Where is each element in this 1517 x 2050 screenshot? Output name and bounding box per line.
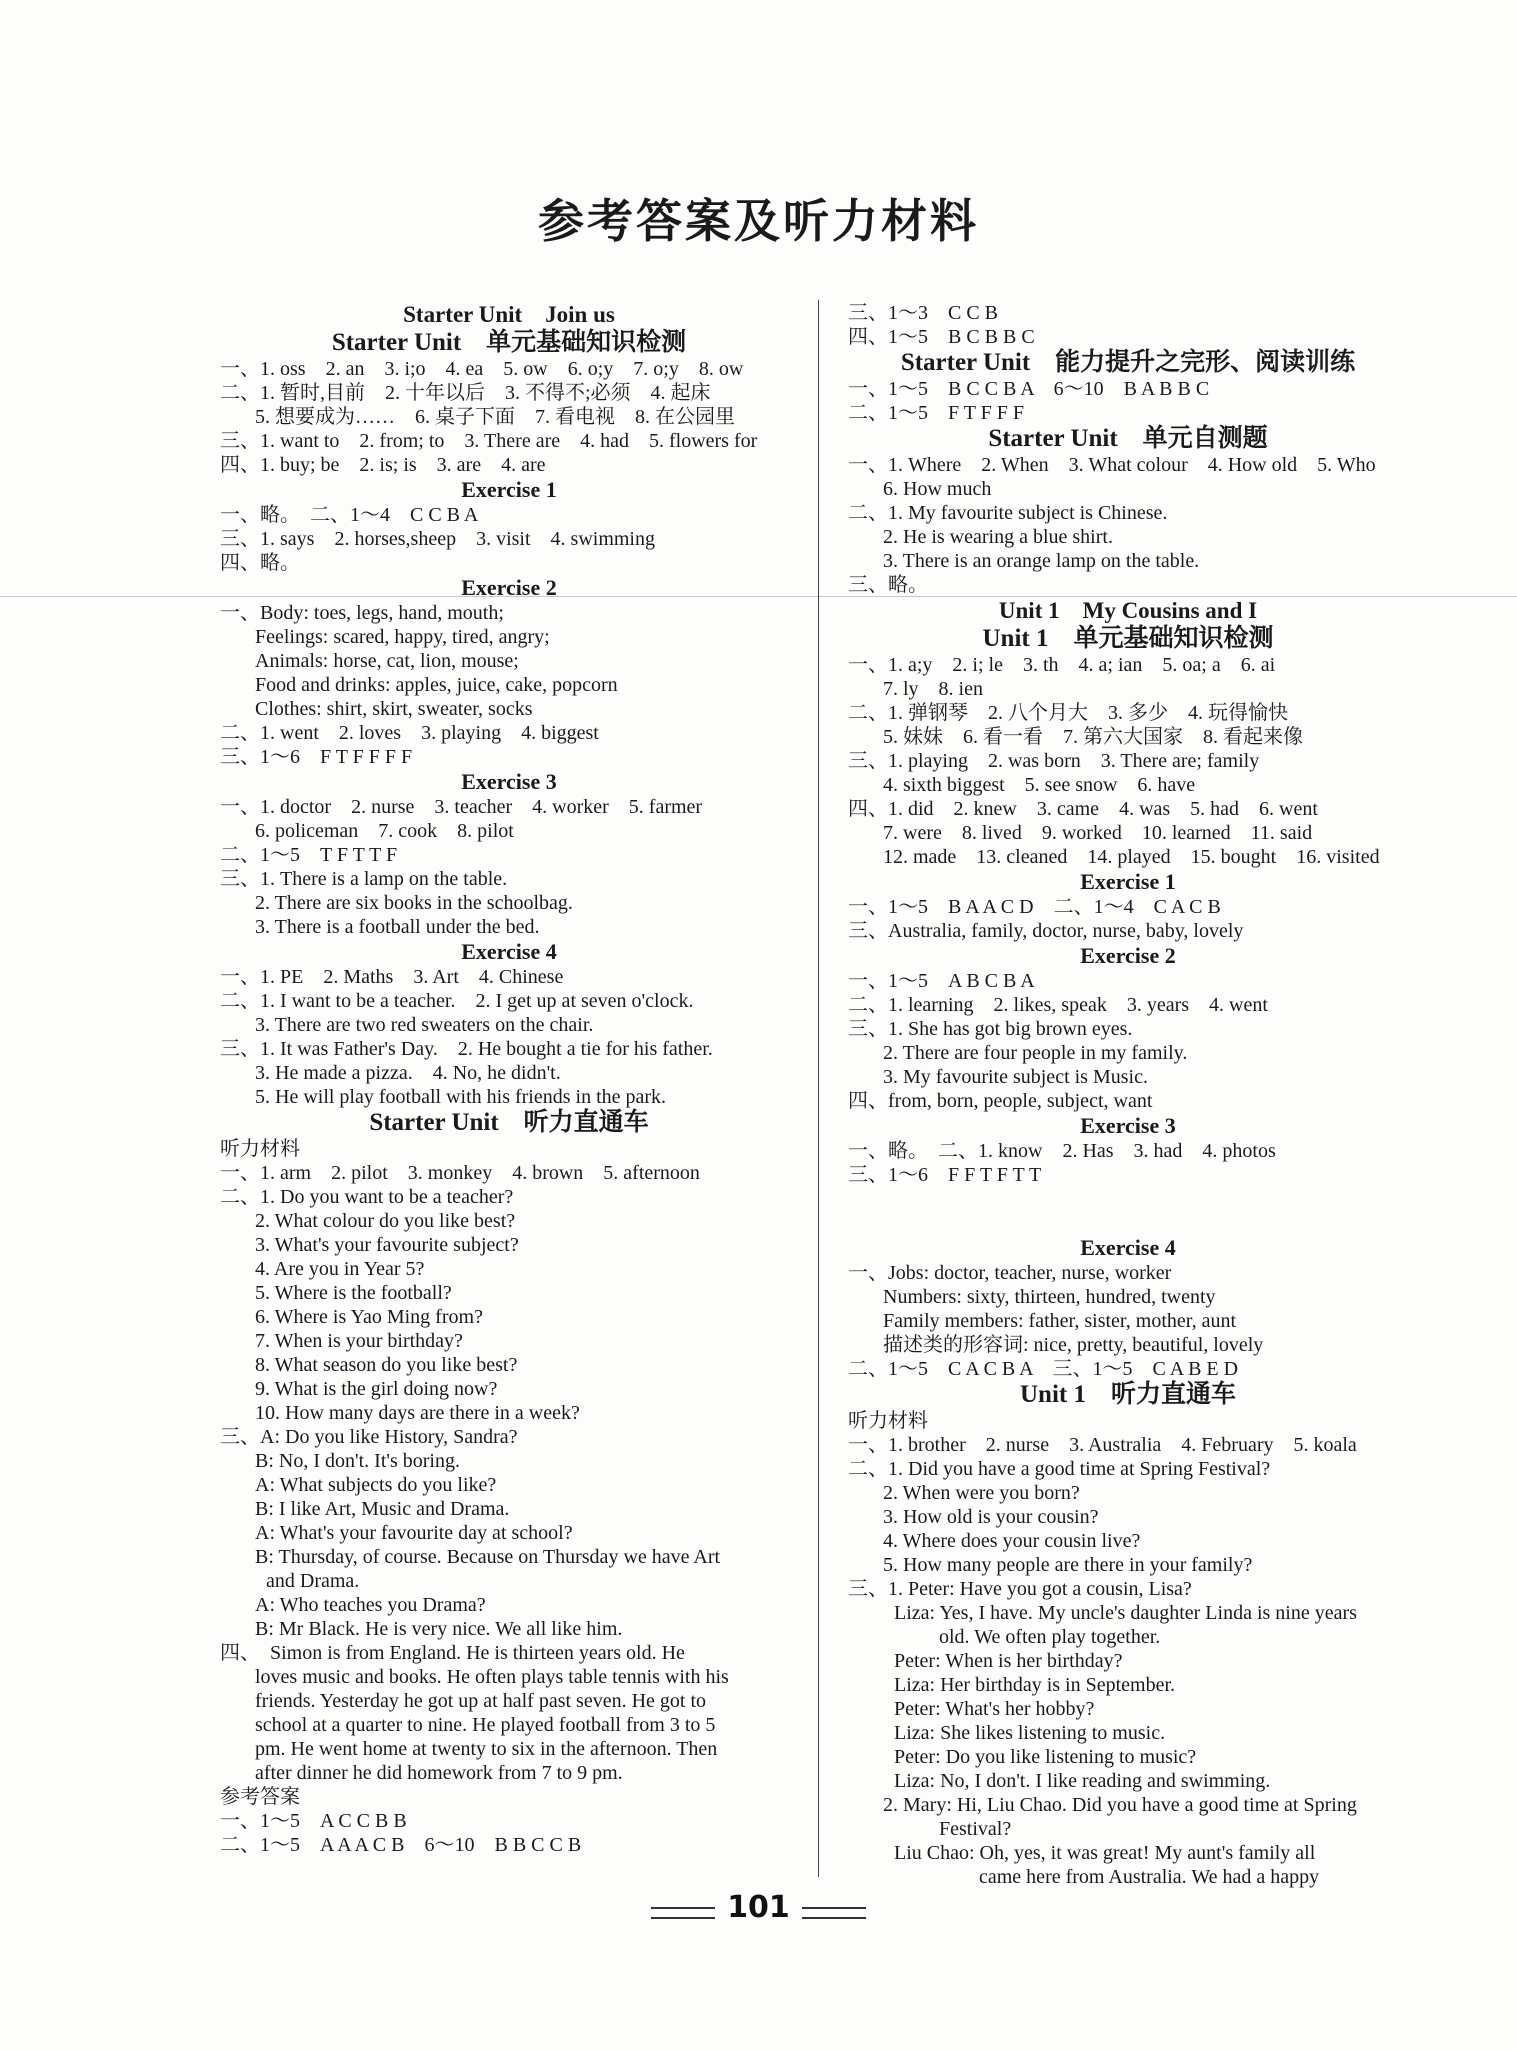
answer-line: 二、1. Did you have a good time at Spring Festival? <box>848 1458 1271 1480</box>
answer-line: 2. Mary: Hi, Liu Chao. Did you have a good time at Spring <box>883 1794 1357 1816</box>
answer-line: after dinner he did homework from 7 to 9 pm. <box>255 1762 623 1784</box>
answer-line: 3. My favourite subject is Music. <box>883 1066 1148 1088</box>
exercise-heading: Exercise 1 <box>1080 869 1176 894</box>
section-heading: Starter Unit 单元基础知识检测 <box>331 329 687 356</box>
answer-line: 三、1. playing 2. was born 3. There are; family <box>848 750 1260 772</box>
answer-line: Liza: Yes, I have. My uncle's daughter Linda is nine years <box>894 1602 1357 1624</box>
answer-line: 6. Where is Yao Ming from? <box>255 1306 483 1328</box>
answer-line: 2. What colour do you like best? <box>255 1210 516 1232</box>
answer-line: 二、1～5 T F T T F <box>220 844 398 866</box>
answer-line: 一、1. brother 2. nurse 3. Australia 4. February 5. koala <box>848 1434 1357 1456</box>
answer-line: 10. How many days are there in a week? <box>255 1402 580 1424</box>
answer-line: 三、1～6 F T F F F F <box>220 746 413 768</box>
answer-line: 一、略。 二、1. know 2. Has 3. had 4. photos <box>848 1140 1276 1162</box>
answer-line: 一、1. a;y 2. i; le 3. th 4. a; ian 5. oa; a 6. ai <box>848 654 1276 676</box>
answer-line: friends. Yesterday he got up at half past seven. He got to <box>255 1690 707 1712</box>
answer-line: 3. How old is your cousin? <box>883 1506 1099 1528</box>
answer-line: 三、1. It was Father's Day. 2. He bought a tie for his father. <box>220 1038 713 1060</box>
answer-line: 7. were 8. lived 9. worked 10. learned 11. said <box>883 822 1313 844</box>
answer-line: 听力材料 <box>220 1138 300 1160</box>
answer-line: 5. How many people are there in your family? <box>883 1554 1253 1576</box>
answer-line: 二、1. 暂时,目前 2. 十年以后 3. 不得不;必须 4. 起床 <box>220 382 711 404</box>
answer-line: 一、1. oss 2. an 3. i;o 4. ea 5. ow 6. o;y 7. o;y 8. ow <box>220 358 744 380</box>
answer-line: 二、1. Do you want to be a teacher? <box>220 1186 514 1208</box>
answer-line: 12. made 13. cleaned 14. played 15. bought 16. visited <box>883 846 1380 868</box>
answer-line: 三、A: Do you like History, Sandra? <box>220 1426 518 1448</box>
section-heading: Starter Unit 能力提升之完形、阅读训练 <box>900 349 1356 376</box>
answer-line: 一、1～5 B C C B A 6～10 B A B B C <box>848 378 1210 400</box>
left-column <box>220 301 798 1857</box>
answer-line: 3. What's your favourite subject? <box>255 1234 519 1256</box>
answer-line: 二、1. learning 2. likes, speak 3. years 4. went <box>848 994 1268 1016</box>
page-number-footer <box>0 1888 1517 1927</box>
answer-line: 一、1. PE 2. Maths 3. Art 4. Chinese <box>220 966 564 988</box>
section-heading: Unit 1 听力直通车 <box>1020 1381 1236 1408</box>
answer-line: 二、1～5 A A A C B 6～10 B B C C B <box>220 1834 582 1856</box>
answer-line: 2. There are six books in the schoolbag. <box>255 892 573 914</box>
answer-line: 三、略。 <box>848 574 928 596</box>
footer-ornament-left <box>651 1907 715 1919</box>
answer-line: Liza: No, I don't. I like reading and swimming. <box>894 1770 1271 1792</box>
answer-line: 9. What is the girl doing now? <box>255 1378 498 1400</box>
answer-line: 三、1. There is a lamp on the table. <box>220 868 508 890</box>
answer-line: A: Who teaches you Drama? <box>255 1594 486 1616</box>
answer-line: Feelings: scared, happy, tired, angry; <box>255 626 550 648</box>
answer-line: 描述类的形容词: nice, pretty, beautiful, lovely <box>883 1334 1264 1356</box>
column-divider <box>818 300 819 1877</box>
answer-line: 一、Body: toes, legs, hand, mouth; <box>220 602 504 624</box>
answer-line: 3. There is an orange lamp on the table. <box>883 550 1200 572</box>
answer-line: 一、Jobs: doctor, teacher, nurse, worker <box>848 1262 1172 1284</box>
answer-line: 二、1～5 F T F F F <box>848 402 1024 424</box>
answer-line: Peter: Do you like listening to music? <box>894 1746 1197 1768</box>
answer-line: 7. When is your birthday? <box>255 1330 463 1352</box>
answer-line: 四、 Simon is from England. He is thirteen years old. He <box>220 1642 685 1664</box>
answer-line: came here from Australia. We had a happy <box>894 1866 1320 1888</box>
answer-line: Liza: She likes listening to music. <box>894 1722 1166 1744</box>
page-number: 101 <box>727 1890 790 1925</box>
answer-line: Animals: horse, cat, lion, mouse; <box>255 650 519 672</box>
answer-line: 2. There are four people in my family. <box>883 1042 1188 1064</box>
answer-line: pm. He went home at twenty to six in the afternoon. Then <box>255 1738 718 1760</box>
answer-line: 三、1～3 C C B <box>848 302 999 324</box>
exercise-heading: Exercise 4 <box>461 939 557 964</box>
exercise-heading: Exercise 3 <box>461 769 557 794</box>
answer-line: A: What subjects do you like? <box>255 1474 497 1496</box>
blank-space <box>848 1211 1408 1235</box>
answer-line: 2. When were you born? <box>883 1482 1080 1504</box>
answer-line: 3. There is a football under the bed. <box>255 916 540 938</box>
answer-line: B: Thursday, of course. Because on Thursday we have Art <box>255 1546 721 1568</box>
section-heading: Starter Unit 单元自测题 <box>988 425 1268 452</box>
answer-line: Family members: father, sister, mother, aunt <box>883 1310 1237 1332</box>
answer-line: 5. 想要成为…… 6. 桌子下面 7. 看电视 8. 在公园里 <box>255 406 735 428</box>
answer-line: 三、1～6 F F T F T T <box>848 1164 1042 1186</box>
unit-heading: Starter Unit Join us <box>403 302 615 327</box>
answer-line: Numbers: sixty, thirteen, hundred, twenty <box>883 1286 1216 1308</box>
answer-line: 三、1. says 2. horses,sheep 3. visit 4. swimming <box>220 528 655 550</box>
answer-line: 一、1. doctor 2. nurse 3. teacher 4. worker 5. farmer <box>220 796 703 818</box>
answer-line: 四、1. did 2. knew 3. came 4. was 5. had 6. went <box>848 798 1318 820</box>
right-column <box>848 301 1408 1889</box>
answer-line: 二、1. 弹钢琴 2. 八个月大 3. 多少 4. 玩得愉快 <box>848 702 1288 724</box>
blank-space <box>848 1187 1408 1211</box>
answer-line: B: I like Art, Music and Drama. <box>255 1498 510 1520</box>
answer-line: 听力材料 <box>848 1410 928 1432</box>
exercise-heading: Exercise 2 <box>461 575 557 600</box>
answer-line: Liu Chao: Oh, yes, it was great! My aunt's family all <box>894 1842 1316 1864</box>
answer-line: B: No, I don't. It's boring. <box>255 1450 460 1472</box>
answer-line: 参考答案 <box>220 1786 300 1808</box>
answer-line: 二、1～5 C A C B A 三、1～5 C A B E D <box>848 1358 1239 1380</box>
answer-line: 8. What season do you like best? <box>255 1354 518 1376</box>
answer-line: 4. Are you in Year 5? <box>255 1258 425 1280</box>
footer-ornament-right <box>802 1907 866 1919</box>
answer-line: 四、from, born, people, subject, want <box>848 1090 1153 1112</box>
answer-line: Peter: When is her birthday? <box>894 1650 1123 1672</box>
answer-line: 四、1. buy; be 2. is; is 3. are 4. are <box>220 454 546 476</box>
answer-line: 一、略。 二、1～4 C C B A <box>220 504 479 526</box>
answer-line: Festival? <box>894 1818 1012 1840</box>
answer-line: 三、1. She has got big brown eyes. <box>848 1018 1133 1040</box>
answer-line: 三、1. Peter: Have you got a cousin, Lisa? <box>848 1578 1192 1600</box>
answer-line: 一、1～5 B A A C D 二、1～4 C A C B <box>848 896 1221 918</box>
answer-line: 4. sixth biggest 5. see snow 6. have <box>883 774 1196 796</box>
exercise-heading: Exercise 3 <box>1080 1113 1176 1138</box>
answer-line: loves music and books. He often plays table tennis with his <box>255 1666 729 1688</box>
answer-line: 三、Australia, family, doctor, nurse, baby, lovely <box>848 920 1244 942</box>
answer-line: Food and drinks: apples, juice, cake, popcorn <box>255 674 618 696</box>
answer-line: and Drama. <box>266 1570 360 1592</box>
answer-line: 2. He is wearing a blue shirt. <box>883 526 1113 548</box>
answer-line: B: Mr Black. He is very nice. We all like him. <box>255 1618 623 1640</box>
answer-line: 6. How much <box>883 478 992 500</box>
answer-line: 三、1. want to 2. from; to 3. There are 4. had 5. flowers for <box>220 430 758 452</box>
section-heading: Unit 1 单元基础知识检测 <box>982 625 1274 652</box>
answer-line: 四、略。 <box>220 552 300 574</box>
answer-line: 6. policeman 7. cook 8. pilot <box>255 820 514 842</box>
page-title: 参考答案及听力材料 <box>538 194 979 248</box>
answer-line: 一、1～5 A C C B B <box>220 1810 407 1832</box>
answer-line: Peter: What's her hobby? <box>894 1698 1095 1720</box>
exercise-heading: Exercise 4 <box>1080 1235 1176 1260</box>
answer-line: 4. Where does your cousin live? <box>883 1530 1141 1552</box>
answer-line: 3. He made a pizza. 4. No, he didn't. <box>255 1062 561 1084</box>
answer-line: school at a quarter to nine. He played football from 3 to 5 <box>255 1714 716 1736</box>
answer-line: 3. There are two red sweaters on the chair. <box>255 1014 594 1036</box>
answer-line: A: What's your favourite day at school? <box>255 1522 573 1544</box>
section-heading: Starter Unit 听力直通车 <box>369 1109 649 1136</box>
answer-line: 二、1. I want to be a teacher. 2. I get up at seven o'clock. <box>220 990 694 1012</box>
answer-line: 四、1～5 B C B B C <box>848 326 1035 348</box>
answer-line: 二、1. My favourite subject is Chinese. <box>848 502 1168 524</box>
exercise-heading: Exercise 2 <box>1080 943 1176 968</box>
answer-line: 二、1. went 2. loves 3. playing 4. biggest <box>220 722 599 744</box>
answer-line: 一、1. Where 2. When 3. What colour 4. How old 5. Who <box>848 454 1376 476</box>
answer-line: old. We often play together. <box>894 1626 1161 1648</box>
answer-line: 5. He will play football with his friends in the park. <box>255 1086 667 1108</box>
answer-line: 一、1. arm 2. pilot 3. monkey 4. brown 5. afternoon <box>220 1162 700 1184</box>
answer-line: 5. Where is the football? <box>255 1282 452 1304</box>
answer-line: 7. ly 8. ien <box>883 678 983 700</box>
unit-heading: Unit 1 My Cousins and I <box>998 598 1258 623</box>
answer-line: 5. 妹妹 6. 看一看 7. 第六大国家 8. 看起来像 <box>883 726 1303 748</box>
answer-line: Clothes: shirt, skirt, sweater, socks <box>255 698 533 720</box>
exercise-heading: Exercise 1 <box>461 477 557 502</box>
answer-line: 一、1～5 A B C B A <box>848 970 1035 992</box>
answer-line: Liza: Her birthday is in September. <box>894 1674 1176 1696</box>
